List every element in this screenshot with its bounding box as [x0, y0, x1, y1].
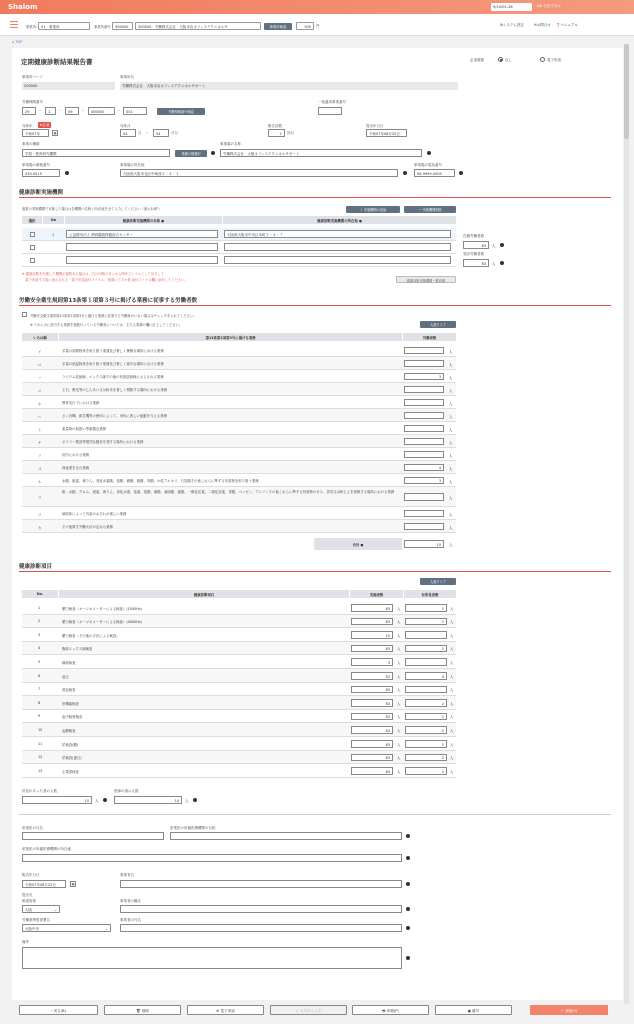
task-key: ト	[38, 427, 42, 432]
year-select[interactable]: 令和07年	[22, 129, 49, 137]
exam-label: 血糖検査	[62, 728, 76, 733]
count-unit: 件	[316, 24, 320, 28]
workers-field[interactable]: 83	[463, 241, 489, 249]
exam-done-field[interactable]: 83	[351, 726, 393, 734]
exam-label: 聴力検査（オージオメーターによる検査）(4000Hz)	[62, 620, 142, 625]
task-count-field[interactable]	[404, 399, 444, 407]
owner-field[interactable]	[120, 880, 402, 888]
col-count: 労働者数	[403, 333, 456, 341]
info-icon[interactable]	[193, 798, 197, 802]
doctor-count-label: 医師の指示人数	[114, 789, 139, 793]
task-count-field[interactable]	[404, 347, 444, 355]
insurance-label: 労働保険番号	[22, 100, 43, 104]
office-type-select[interactable]: 01：事業所	[38, 22, 90, 30]
exam-no: 13	[38, 768, 43, 773]
institution-list-print-button[interactable]: 健康診断実施機関一覧印刷	[396, 276, 456, 283]
radio-electronic-label: 電子申請	[547, 58, 561, 62]
report-date-field[interactable]: 令和07年08月22日	[22, 880, 66, 888]
unit-label: 人	[449, 496, 453, 500]
insurance-search-button[interactable]: 労働保険番号検索	[157, 108, 205, 115]
delete-button[interactable]: 🗑 削除	[104, 1005, 181, 1015]
info-icon[interactable]	[103, 798, 107, 802]
header-bar	[0, 14, 634, 36]
breadcrumb[interactable]: ⌂ TOP	[12, 40, 23, 44]
exam-no: 12	[38, 755, 43, 760]
exam-done-field[interactable]: 19	[351, 631, 393, 639]
unit-label: 人	[449, 479, 453, 484]
report-date-label: 報告年月日	[22, 873, 40, 877]
doctor-office-label: 産業医の所属医療機関の名称	[170, 826, 216, 830]
period-from-field[interactable]: 04	[120, 129, 136, 137]
memo-label: 備考	[22, 940, 29, 944]
exam-done-field[interactable]: 83	[351, 604, 393, 612]
section1-title: 健康診断実施機関	[19, 190, 64, 196]
exam-done-field[interactable]: 83	[351, 645, 393, 653]
insurance-field-1[interactable]: 29	[22, 107, 36, 115]
exam-no: 2	[38, 619, 41, 624]
exam-label: 胸部エックス線検査	[62, 647, 93, 652]
institution-name-field[interactable]	[66, 256, 218, 264]
unit-label: 人	[449, 440, 453, 445]
unit-label: 人	[450, 660, 454, 665]
task-count-field[interactable]	[404, 412, 444, 420]
esubmit-button[interactable]: ⊕ 電子申請	[187, 1005, 264, 1015]
section3-title: 健康診断項目	[19, 564, 53, 570]
info-icon[interactable]	[500, 243, 504, 247]
print-button[interactable]: 🖶 印刷(P)	[352, 1005, 429, 1015]
unit-label: 人	[449, 375, 453, 380]
total-label: 合計 ●	[314, 538, 402, 550]
task-label: さく岩機、鋲打機等の使用によって、身体に著しい振動を与える業務	[62, 413, 168, 418]
task-key: ヘ	[38, 414, 42, 419]
unit-label: 人	[450, 742, 454, 747]
finding-people-label: 所見のあった者の人数	[22, 789, 57, 793]
industry-select-button[interactable]: 業種分類選択	[175, 150, 207, 157]
bureau-label: 労働基準監督署名	[22, 918, 50, 922]
unit-label: 人	[450, 606, 454, 611]
count-field[interactable]: 1	[268, 129, 285, 137]
info-icon[interactable]	[406, 834, 410, 838]
col-name: 健康診断実施機関の名称 ●	[65, 216, 222, 224]
exam-done-field[interactable]: 83	[351, 740, 393, 748]
insurance-field-5[interactable]: 001	[123, 107, 147, 115]
doctor-office-field[interactable]	[170, 832, 402, 840]
institution-name-field[interactable]: 公益財団法人 関西鑑賞保健総合センター	[66, 230, 218, 238]
exam-done-field[interactable]: 83	[351, 686, 393, 694]
task-key: ロ	[38, 362, 42, 367]
zip-label: 事業場の郵便番号	[22, 163, 50, 167]
radio-none[interactable]	[498, 57, 503, 62]
task-count-field[interactable]	[404, 451, 444, 459]
exam-done-field[interactable]: 83	[351, 713, 393, 721]
year-label: 対象年	[22, 124, 33, 128]
task-count-field[interactable]	[404, 386, 444, 394]
office-name-field: 労働株式会社 大阪本店オフィステクニカルサポート	[120, 82, 458, 90]
exam-found-field[interactable]: 1	[405, 767, 447, 775]
year-required-badge: ※必須	[39, 122, 50, 127]
info-icon[interactable]	[403, 171, 407, 175]
info-icon[interactable]	[427, 151, 431, 155]
col-task: 第13条第1項第3号に掲げる業務	[59, 333, 402, 341]
unit-label: 人	[397, 701, 401, 706]
task-count-field[interactable]	[404, 523, 444, 531]
task-label: 土石、獣毛等のじんあい又は粉末を著しく飛散する場所における業務	[62, 387, 168, 392]
info-icon[interactable]	[406, 956, 410, 960]
unit-label: 人	[450, 647, 454, 652]
section1-desc: 複数の実施機関で実施した場合は各機関の名称と所在地を全て入力してください（最大10件）	[22, 207, 162, 211]
task-key: カ	[38, 525, 42, 530]
year-calendar-icon[interactable]: ▦	[53, 131, 57, 135]
task-key: リ	[38, 453, 42, 458]
row-checkbox[interactable]	[30, 245, 35, 250]
row-checkbox[interactable]	[30, 232, 35, 237]
exam-label: 尿検査(糖)	[62, 742, 79, 747]
task-label: 病原体によって汚染のおそれが著しい業務	[62, 511, 127, 516]
examinees-field[interactable]: 83	[463, 259, 489, 267]
task-count-field[interactable]	[404, 360, 444, 368]
exam-no: 9	[38, 714, 41, 719]
exam-label: 心電図検査	[62, 769, 79, 774]
unit-label: 人	[397, 715, 401, 720]
unit-label: 人	[450, 633, 454, 638]
section2-title: 労働安全衛生規則第13条第１項第３号に掲げる業務に従事する労働者数	[19, 298, 198, 304]
submit-date-field[interactable]: 令和07年08月20日	[366, 129, 407, 137]
role-field[interactable]	[120, 905, 402, 913]
finding-people-field[interactable]: 10	[22, 796, 92, 804]
col-found: 有所見者数	[404, 590, 456, 598]
col-item: 健康診断項目	[59, 590, 349, 598]
delete-institution-button[interactable]: ー 実施機関削除	[404, 206, 456, 213]
task-count-field[interactable]: 4	[404, 464, 444, 472]
exam-done-field[interactable]: 83	[351, 754, 393, 762]
batch-label: 一括適用事業番号	[318, 100, 346, 104]
phone-field[interactable]: 06-9999-0000	[414, 169, 455, 177]
dest-label: 提出先	[22, 893, 33, 897]
unit-label: 人	[449, 453, 453, 458]
exam-found-field[interactable]: 2	[405, 726, 447, 734]
exam-found-field[interactable]: 1	[405, 604, 447, 612]
office-search-button[interactable]: 事業所検索	[264, 23, 292, 30]
no-worker-checkbox[interactable]	[22, 312, 27, 317]
submit-label: 必須書類	[470, 58, 484, 62]
unit-label: 人	[397, 633, 401, 638]
unit-label: 人	[449, 466, 453, 471]
unit-label: 人	[397, 620, 401, 625]
institution-address-field[interactable]: 大阪府大阪市中央区本町３－４－７	[224, 230, 451, 238]
top-bar	[0, 0, 634, 14]
task-count-field[interactable]	[404, 493, 444, 501]
exam-found-field[interactable]: 2	[405, 699, 447, 707]
exam-no: 6	[38, 673, 41, 678]
settings-link[interactable]: ⚙システム設定	[500, 23, 524, 27]
info-icon[interactable]	[500, 261, 504, 265]
unit-label: 人	[449, 349, 453, 354]
save-button[interactable]: ✓ 登録(S)	[530, 1005, 608, 1015]
doctor-name-label: 産業医の氏名	[22, 826, 43, 830]
exam-label: 貧血検査	[62, 688, 76, 693]
note-1: ※ 健康診断を実施した機関が複数ある場合は、右の印刷ボタンからPDFファイルとして出力して	[22, 272, 165, 276]
exam-no: 3	[38, 632, 41, 637]
memo-field[interactable]	[22, 947, 402, 969]
unit-label: 人	[397, 660, 401, 665]
info-icon[interactable]	[406, 907, 410, 911]
period-select[interactable]: 9/10/01-28	[491, 3, 532, 11]
role-label: 事業者の職名	[120, 899, 141, 903]
office-name-label: 事業所名	[120, 75, 134, 79]
add-institution-button[interactable]: ＋ 実施機関の追加	[346, 206, 400, 213]
exam-label: 血圧	[62, 674, 69, 679]
unit-label: 人	[450, 728, 454, 733]
calendar-icon[interactable]: ▦	[71, 882, 75, 886]
count-label: 報告回数	[268, 124, 282, 128]
col-select: 選択	[22, 216, 42, 224]
task-key: ニ	[38, 388, 42, 393]
back-button[interactable]: ‹ 戻る(B)	[19, 1005, 98, 1015]
insurance-field-3[interactable]: 09	[65, 107, 79, 115]
exam-found-field[interactable]: 2	[405, 754, 447, 762]
unit-label: 人	[449, 512, 453, 517]
row-checkbox[interactable]	[30, 258, 35, 263]
exam-label: 肝機能検査	[62, 701, 79, 706]
task-key: チ	[38, 440, 42, 445]
exam-no: 8	[38, 700, 41, 705]
exam-found-field[interactable]	[405, 658, 447, 666]
unit-label: 人	[397, 756, 401, 761]
col-iroha: いろは順	[22, 333, 58, 341]
task-count-field[interactable]	[404, 510, 444, 518]
note-2: 電子申請する際に表示される「電子申請添付ファイル」画面にてその他 添付ファイル欄に添付してください。	[22, 278, 188, 282]
scrollbar-thumb[interactable]	[624, 44, 629, 139]
exam-label: 聴力検査（その他の方法による検査）	[62, 633, 120, 638]
task-label: 異常気圧下における業務	[62, 400, 100, 405]
exam-label: 血中脂質検査	[62, 715, 83, 720]
address-label: 事業場の所在地	[120, 163, 145, 167]
unit-label: 人	[397, 606, 401, 611]
owner-label: 事業者名	[120, 873, 134, 877]
unit-label: 人	[397, 728, 401, 733]
task-key: ヲ	[38, 496, 42, 500]
doctor-addr-field[interactable]	[22, 854, 402, 862]
exam-found-field[interactable]: 1	[405, 713, 447, 721]
exam-found-field[interactable]	[405, 686, 447, 694]
task-label: 鉛、水銀、クロム、砒素、黄りん、弗化水素、塩素、塩酸、硝酸、亜硫酸、硫酸、一酸化炭素、二硫化炭素、青酸、ベンゼン、アニリンその他これらに準ずる有害物のガス、蒸気又は粉じんを発散する場所における業務	[62, 490, 395, 494]
exam-no: 4	[38, 646, 41, 651]
exam-no: 1	[38, 605, 41, 610]
task-label: 多量の高熱物体を取り扱う業務及び著しく暑熱な場所における業務	[62, 348, 164, 353]
exam-found-field[interactable]: 1	[405, 740, 447, 748]
unit-label: 人	[397, 647, 401, 652]
check-button[interactable]: ✓ 入力チェック	[270, 1005, 347, 1015]
name-label: 事業者の氏名	[120, 918, 141, 922]
examinees-label: 受診労働者数	[463, 252, 484, 256]
col-no: No	[43, 216, 64, 224]
pref-select[interactable]: 大阪 ⌄	[22, 905, 60, 913]
office-code-label: 事業所コード	[22, 75, 43, 79]
section3-clear-button[interactable]: 人数クリア	[420, 578, 456, 585]
inquiry-link[interactable]: ✉お問合せ	[534, 23, 551, 27]
zip-field[interactable]: 530-0015	[22, 169, 60, 177]
unit-label: 人	[450, 688, 454, 693]
info-icon[interactable]	[406, 882, 410, 886]
task-label: 重量物の取扱い等重激な業務	[62, 426, 107, 431]
industry-label: 事業の種類	[22, 142, 40, 146]
page-title: 定期健康診断結果報告書	[21, 58, 93, 66]
menu-icon[interactable]	[10, 21, 18, 28]
office2-label: 事業場の名称	[220, 142, 241, 146]
task-label: その他厚生労働大臣が定める業務	[62, 524, 113, 529]
exam-no: 7	[38, 687, 41, 692]
unit-label: 人	[397, 688, 401, 693]
doctor-addr-label: 産業医の所属医療機関の所在地	[22, 847, 71, 851]
institution-address-field[interactable]	[224, 256, 451, 264]
task-label: 水銀、砒素、黄りん、弗化水素酸、塩酸、硝酸、硫酸、青酸、か性アルカリ、石炭酸その他これらに準ずる有害物を取り扱う業務	[62, 478, 259, 483]
period-label: 対象月	[120, 124, 131, 128]
total-field: 10	[404, 540, 444, 548]
unit-label: 人	[450, 701, 454, 706]
exam-found-field[interactable]: 1	[405, 618, 447, 626]
bureau-select[interactable]: 大阪中央 ⌄	[22, 924, 111, 932]
exam-label: 喀痰検査	[62, 660, 76, 665]
office-name-select[interactable]: 300000：労働株式会社 大阪本店オフィステクニカルサ	[135, 22, 261, 30]
unit-label: 人	[450, 674, 454, 679]
radio-electronic[interactable]	[540, 57, 545, 62]
doctor-name-field[interactable]	[22, 832, 164, 840]
scrollbar[interactable]	[624, 44, 629, 1004]
period-to-field[interactable]: 04	[153, 129, 169, 137]
office-no-input[interactable]: 300000	[112, 22, 133, 30]
unit-label: 人	[397, 742, 401, 747]
task-key: ワ	[38, 512, 42, 517]
task-label: 坑内における業務	[62, 452, 90, 457]
exam-done-field[interactable]: 83	[351, 672, 393, 680]
exam-no: 10	[38, 727, 43, 732]
industry-field[interactable]: 学校・教育研究機関	[22, 149, 170, 157]
phone-label: 事業場の電話番号	[414, 163, 442, 167]
user-name[interactable]: DX 石田アタル	[537, 4, 562, 8]
temp-save-button[interactable]: ▣ 確写	[435, 1005, 512, 1015]
exam-found-field[interactable]: 4	[405, 672, 447, 680]
exam-done-field[interactable]: 3	[351, 658, 393, 666]
task-count-field[interactable]: 3	[404, 477, 444, 485]
task-key: イ	[38, 349, 42, 354]
info-icon[interactable]	[406, 856, 410, 860]
section2-check-text: 労働安全衛生規則第13条第1項第3号に掲げる業務に従事する労働者がいない場合はチェックを入れてください。	[30, 314, 197, 318]
institution-address-field[interactable]	[224, 243, 451, 251]
unit-label: 人	[450, 756, 454, 761]
task-key: ル	[38, 479, 42, 484]
insurance-field-4[interactable]: 400000	[88, 107, 115, 115]
unit-label: 人	[450, 620, 454, 625]
exam-done-field[interactable]: 83	[351, 699, 393, 707]
unit-label: 人	[449, 427, 453, 432]
task-count-field[interactable]: 3	[404, 373, 444, 381]
task-key: ヌ	[38, 466, 42, 471]
office-no-label: 事業所番号	[94, 25, 111, 29]
unit-label: 人	[397, 674, 401, 679]
radio-none-label: なし	[505, 58, 512, 62]
workers-label: 在籍労働者数	[463, 234, 484, 238]
batch-field[interactable]	[318, 107, 342, 115]
col-address: 健康診断実施機関の所在地 ●	[223, 216, 456, 224]
task-label: 深夜業を含む業務	[62, 465, 90, 470]
pref-label: 都道府県	[22, 899, 36, 903]
insurance-field-2[interactable]: 1	[45, 107, 56, 115]
address-field[interactable]: 大阪府大阪市北区中崎西２－４－１	[120, 169, 398, 177]
unit-label: 人	[449, 388, 453, 393]
task-key: ホ	[38, 401, 42, 406]
col-done: 実施者数	[350, 590, 403, 598]
info-icon[interactable]	[459, 171, 463, 175]
unit-label: 人	[397, 769, 401, 774]
task-label: ボイラー製造等強烈な騒音を発する場所における業務	[62, 439, 144, 444]
info-icon[interactable]	[65, 171, 69, 175]
section2-clear-button[interactable]: 人数クリア	[420, 321, 456, 328]
office2-field[interactable]: 労働株式会社 大阪オフィステクニカルサポート	[220, 149, 422, 157]
exam-done-field[interactable]: 83	[351, 618, 393, 626]
task-label: ラジウム放射線、エックス線その他の有害放射線にさらされる業務	[62, 374, 164, 379]
name-field[interactable]	[120, 924, 402, 932]
task-count-field[interactable]	[404, 438, 444, 446]
institution-name-field[interactable]	[66, 243, 218, 251]
unit-label: 人	[449, 362, 453, 367]
section2-note: ※ イからカに該当する業務を複数行っている労働者については、主たる業務の欄に計上してください。	[30, 323, 183, 327]
exam-no: 11	[38, 741, 43, 746]
app-logo: Shalom	[8, 3, 38, 11]
task-label: 多量の低温物体を取り扱う業務及び著しく寒冷な場所における業務	[62, 361, 164, 366]
info-icon[interactable]	[211, 151, 215, 155]
exam-no: 5	[38, 659, 41, 664]
task-key: ハ	[38, 375, 42, 380]
office-type-label: 事業所:	[26, 25, 38, 29]
unit-label: 人	[450, 769, 454, 774]
exam-found-field[interactable]	[405, 631, 447, 639]
exam-found-field[interactable]: 1	[405, 645, 447, 653]
info-icon[interactable]	[406, 926, 410, 930]
unit-label: 人	[449, 525, 453, 530]
office-code-field: 200000	[22, 82, 115, 90]
unit-label: 人	[449, 401, 453, 406]
task-count-field[interactable]	[404, 425, 444, 433]
unit-label: 人	[449, 414, 453, 419]
count-input[interactable]: 500	[296, 22, 314, 30]
col-no: No.	[22, 590, 58, 598]
exam-done-field[interactable]: 83	[351, 767, 393, 775]
submit-date-label: 提出年月日	[366, 124, 384, 128]
exam-label: 尿検査(蛋白)	[62, 756, 82, 761]
exam-label: 聴力検査（オージオメーターによる検査）(1000Hz)	[62, 606, 142, 611]
doctor-count-field[interactable]: 14	[114, 796, 182, 804]
manual-link[interactable]: ❓マニュアル	[556, 23, 578, 27]
unit-label: 人	[450, 715, 454, 720]
